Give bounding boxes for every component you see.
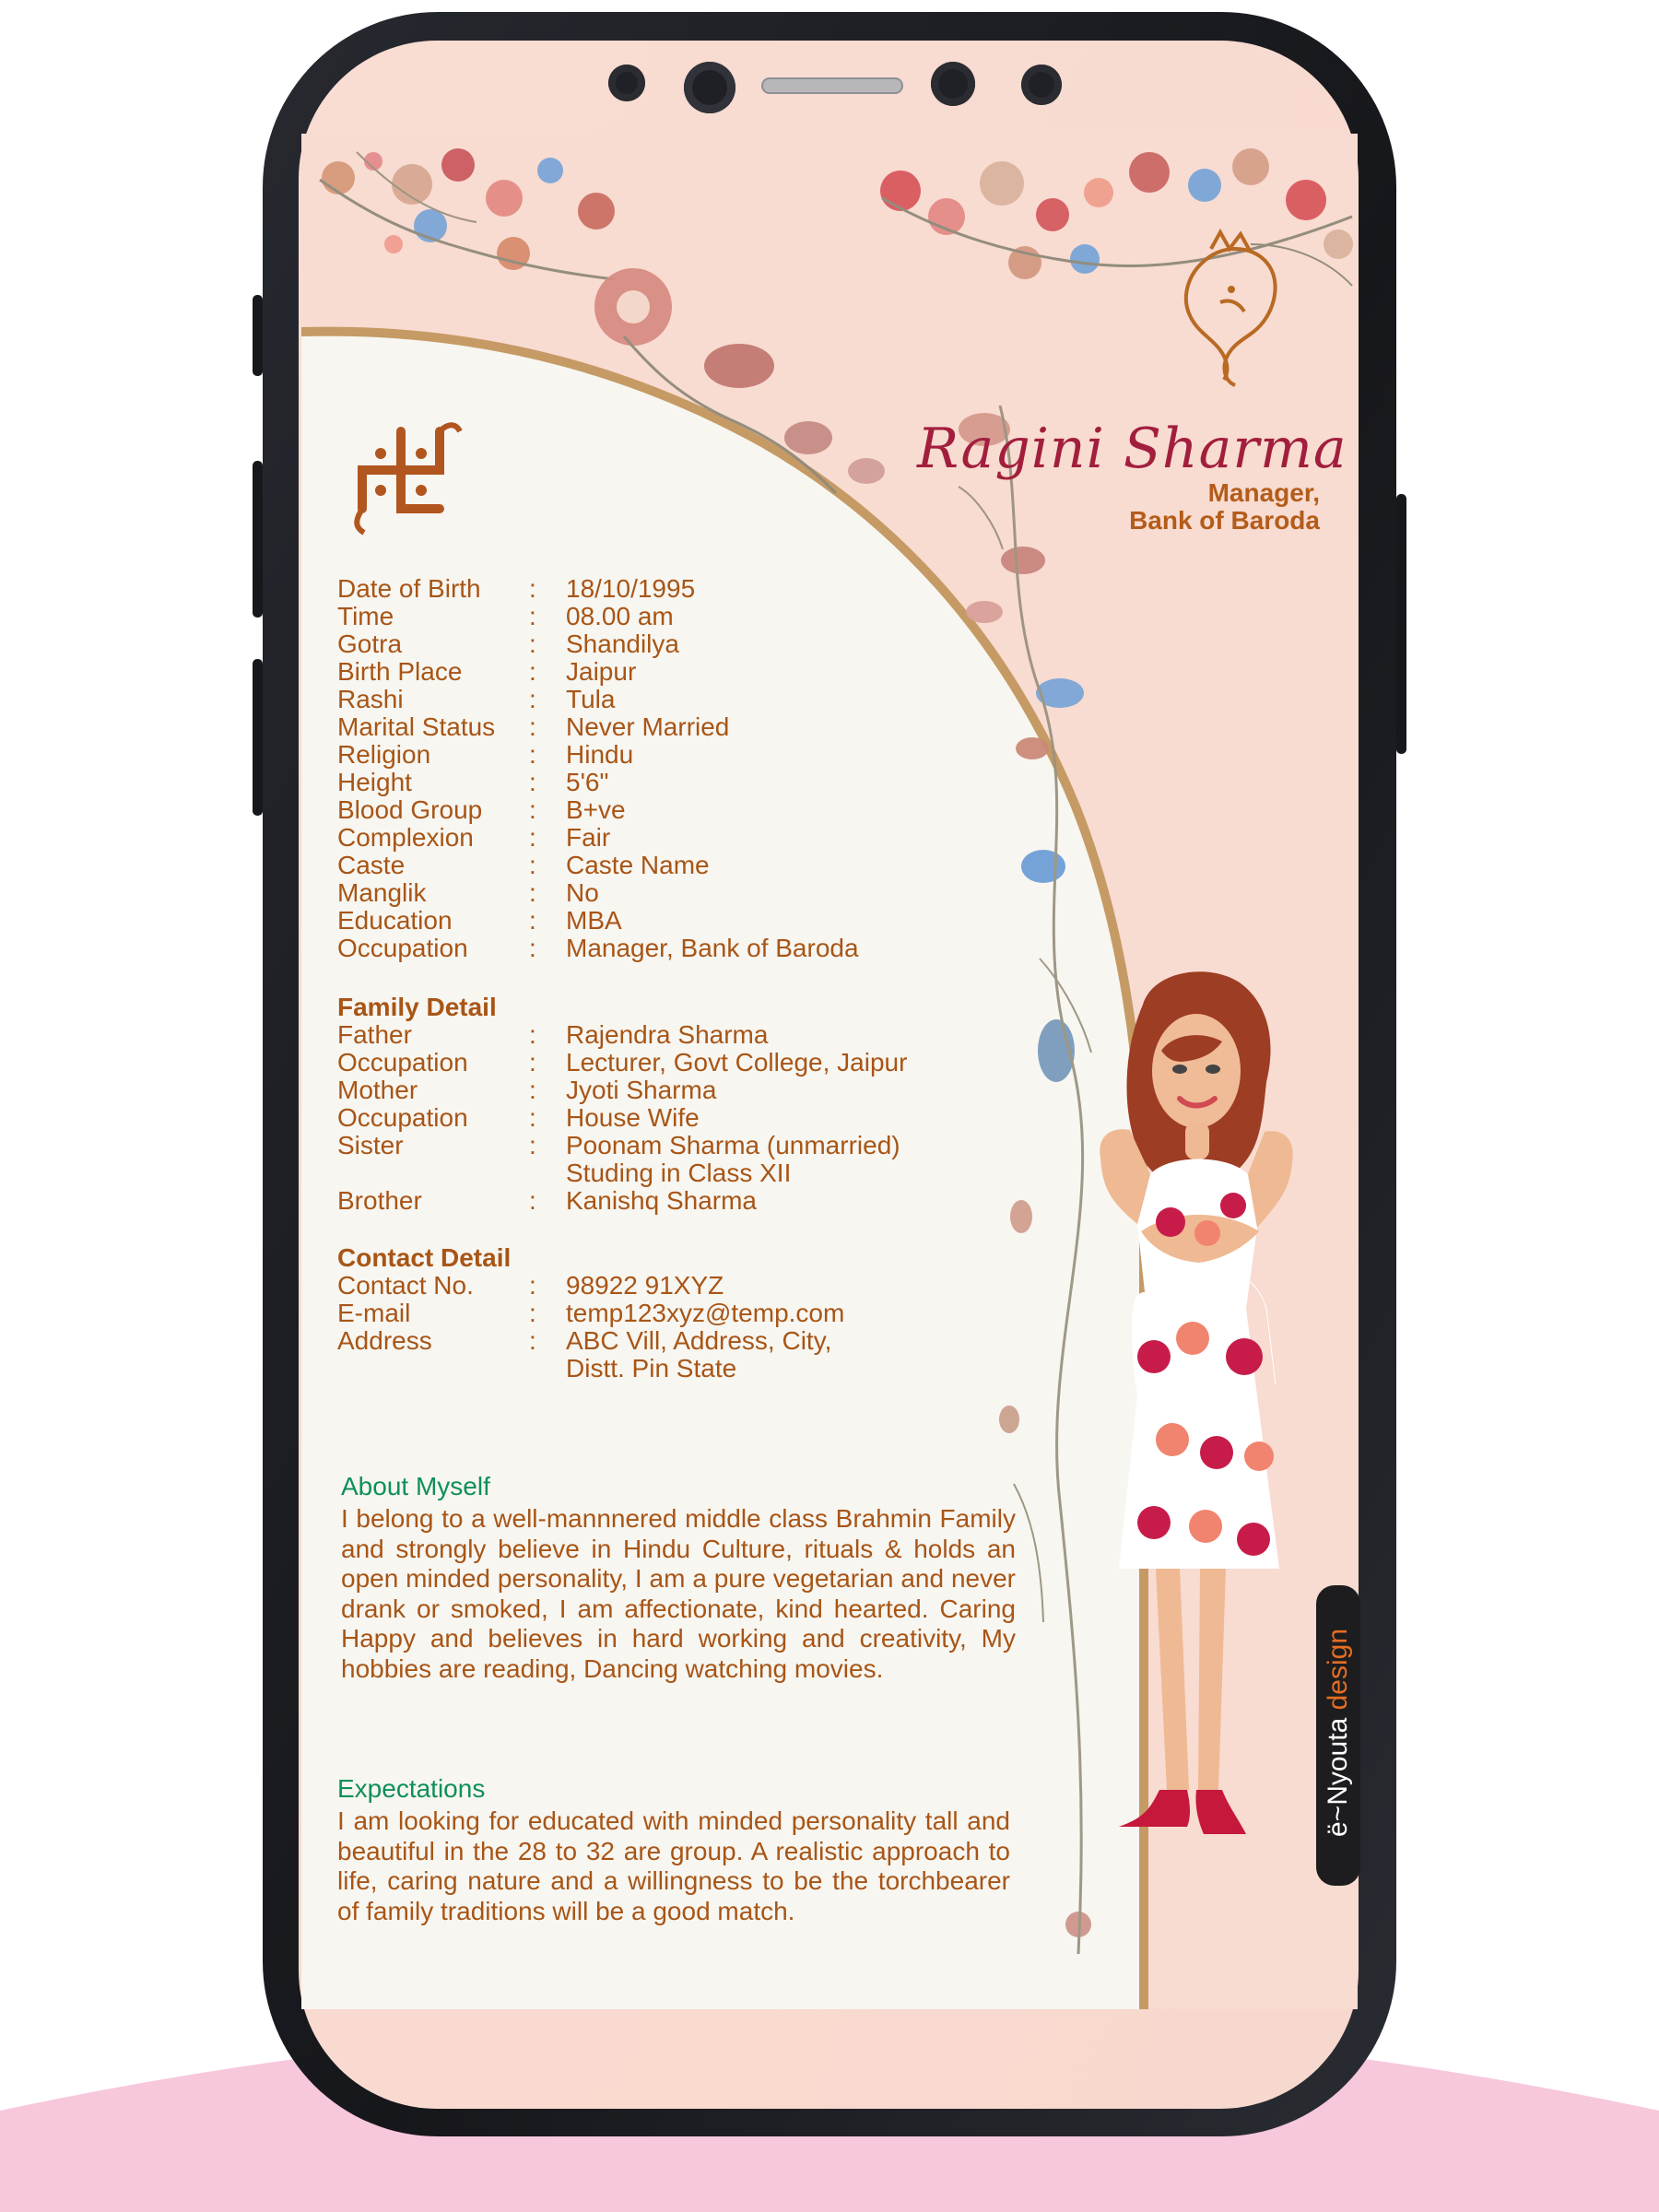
detail-row-2-value: Shandilya xyxy=(566,629,679,658)
contact-row-0-separator: : xyxy=(529,1271,536,1300)
family-row-0-separator: : xyxy=(529,1020,536,1049)
family-row-2-separator: : xyxy=(529,1076,536,1104)
detail-row-4-separator: : xyxy=(529,685,536,713)
detail-row-2-separator: : xyxy=(529,629,536,658)
profile-name-text: Ragini Sharma xyxy=(917,417,1347,481)
family-row-5-value: Studing in Class XII xyxy=(566,1159,792,1187)
detail-row-6-value: Hindu xyxy=(566,740,634,769)
detail-row-2-label: Gotra xyxy=(337,629,403,658)
brand-watermark-main: ë~Nyouta xyxy=(1323,1717,1353,1838)
detail-row-12-separator: : xyxy=(529,906,536,935)
contact-row-2-label: Address xyxy=(337,1326,432,1355)
detail-row-12-value: MBA xyxy=(566,906,622,935)
contact-row-0-value: 98922 91XYZ xyxy=(566,1271,724,1300)
detail-row-10-label: Caste xyxy=(337,851,406,879)
brand-watermark xyxy=(1316,1585,1360,1886)
family-detail-heading: Family Detail xyxy=(337,993,497,1021)
family-row-4-separator: : xyxy=(529,1131,536,1159)
profile-name xyxy=(917,417,1347,481)
ganesha-icon xyxy=(1154,229,1283,394)
detail-row-13-label: Occupation xyxy=(337,934,468,962)
family-row-1-separator: : xyxy=(529,1048,536,1077)
contact-row-0-label: Contact No. xyxy=(337,1271,474,1300)
detail-row-3-label: Birth Place xyxy=(337,657,463,686)
profile-designation-line-2: Bank of Baroda xyxy=(1129,506,1320,535)
detail-row-6-label: Religion xyxy=(337,740,431,769)
detail-row-3-value: Jaipur xyxy=(566,657,637,686)
detail-row-8-separator: : xyxy=(529,795,536,824)
detail-row-0-value: 18/10/1995 xyxy=(566,574,696,603)
family-row-0-value: Rajendra Sharma xyxy=(566,1020,769,1049)
detail-row-13-separator: : xyxy=(529,934,536,962)
speaker-grille xyxy=(761,77,903,94)
detail-row-7-label: Height xyxy=(337,768,412,796)
detail-row-9-label: Complexion xyxy=(337,823,474,852)
detail-row-1-value: 08.00 am xyxy=(566,602,674,630)
family-row-1-label: Occupation xyxy=(337,1048,468,1077)
front-camera xyxy=(684,62,735,113)
detail-row-7-separator: : xyxy=(529,768,536,796)
contact-row-2-value: ABC Vill, Address, City, xyxy=(566,1326,832,1355)
about-paragraph: I belong to a well-mannnered middle class Brahmin Family and strongly believe in Hindu Culture, rituals & holds an open minded personality, I am a pure vegetarian and never drank or smoked, I am affectionate, kind hearted. Caring Happy and believes in hard working and creativity, My hobbies are reading, Dancing watching movies. xyxy=(341,1504,1016,1683)
contact-row-1-value: temp123xyz@temp.com xyxy=(566,1299,845,1327)
detail-row-6-separator: : xyxy=(529,740,536,769)
detail-row-12-label: Education xyxy=(337,906,453,935)
family-row-4-value: Poonam Sharma (unmarried) xyxy=(566,1131,900,1159)
contact-detail-heading: Contact Detail xyxy=(337,1243,512,1272)
detail-row-13-value: Manager, Bank of Baroda xyxy=(566,934,859,962)
about-heading: About Myself xyxy=(341,1472,490,1500)
family-row-3-label: Occupation xyxy=(337,1103,468,1132)
sensor-dot-left xyxy=(608,65,645,101)
swastika-icon xyxy=(336,415,465,544)
detail-row-8-label: Blood Group xyxy=(337,795,483,824)
contact-row-2-separator: : xyxy=(529,1326,536,1355)
detail-row-9-value: Fair xyxy=(566,823,611,852)
detail-row-1-label: Time xyxy=(337,602,394,630)
family-row-4-label: Sister xyxy=(337,1131,404,1159)
contact-row-1-separator: : xyxy=(529,1299,536,1327)
detail-row-0-separator: : xyxy=(529,574,536,603)
detail-row-11-label: Manglik xyxy=(337,878,427,907)
detail-row-7-value: 5'6" xyxy=(566,768,609,796)
detail-row-4-value: Tula xyxy=(566,685,616,713)
brand-watermark-accent: design xyxy=(1323,1629,1353,1718)
detail-row-3-separator: : xyxy=(529,657,536,686)
family-row-2-value: Jyoti Sharma xyxy=(566,1076,717,1104)
woman-illustration xyxy=(1062,960,1301,1910)
detail-row-4-label: Rashi xyxy=(337,685,404,713)
detail-row-5-value: Never Married xyxy=(566,712,730,741)
detail-row-10-value: Caste Name xyxy=(566,851,710,879)
detail-row-0-label: Date of Birth xyxy=(337,574,481,603)
profile-designation-line-1: Manager, xyxy=(1207,478,1320,507)
family-row-1-value: Lecturer, Govt College, Jaipur xyxy=(566,1048,908,1077)
detail-row-5-label: Marital Status xyxy=(337,712,496,741)
detail-row-9-separator: : xyxy=(529,823,536,852)
contact-row-1-label: E-mail xyxy=(337,1299,411,1327)
family-row-6-value: Kanishq Sharma xyxy=(566,1186,758,1215)
sensor-dot-middle xyxy=(931,62,975,106)
contact-row-3-value: Distt. Pin State xyxy=(566,1354,737,1382)
expectations-heading: Expectations xyxy=(337,1774,486,1803)
sensor-dot-right xyxy=(1021,65,1062,105)
detail-row-10-separator: : xyxy=(529,851,536,879)
detail-row-8-value: B+ve xyxy=(566,795,626,824)
profile-designation xyxy=(1094,479,1320,535)
detail-row-1-separator: : xyxy=(529,602,536,630)
family-row-6-label: Brother xyxy=(337,1186,422,1215)
family-row-3-value: House Wife xyxy=(566,1103,700,1132)
family-row-0-label: Father xyxy=(337,1020,412,1049)
detail-row-11-separator: : xyxy=(529,878,536,907)
family-row-6-separator: : xyxy=(529,1186,536,1215)
detail-row-5-separator: : xyxy=(529,712,536,741)
detail-row-11-value: No xyxy=(566,878,599,907)
expectations-paragraph: I am looking for educated with minded personality tall and beautiful in the 28 to 32 are group. A realistic approach to life, caring nature and a willingness to be the torchbearer of family traditions will be a good match. xyxy=(337,1806,1010,1925)
family-row-3-separator: : xyxy=(529,1103,536,1132)
family-row-2-label: Mother xyxy=(337,1076,418,1104)
